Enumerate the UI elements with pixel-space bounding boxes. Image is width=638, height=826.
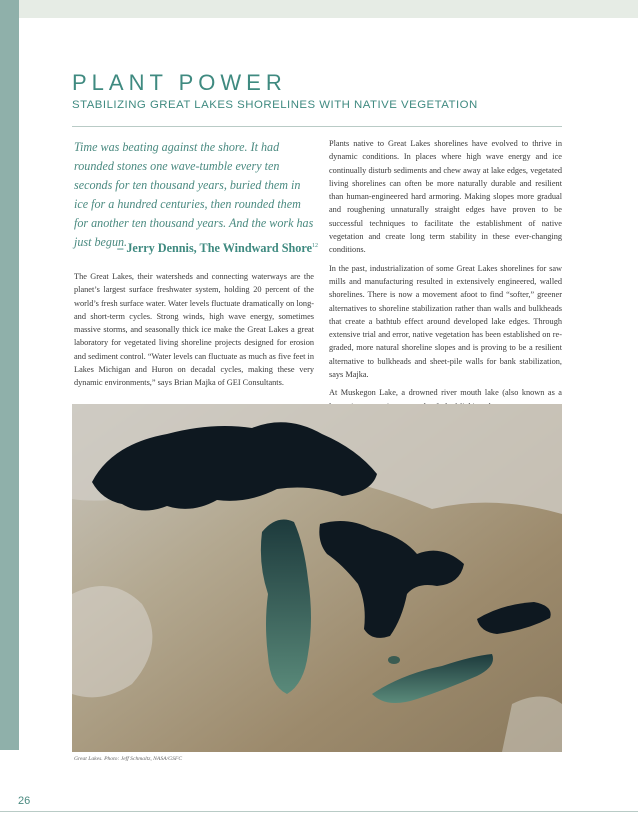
section-subtitle: STABILIZING GREAT LAKES SHORELINES WITH NATIVE VEGETATION: [72, 99, 478, 111]
right-column: [329, 137, 562, 418]
great-lakes-satellite-photo: [72, 404, 562, 752]
footnote-marker: 12: [312, 242, 318, 249]
left-color-rail: [0, 0, 19, 750]
right-paragraph-1: Plants native to Great Lakes shorelines have evolved to thrive in dynamic conditions. In places where high wave energy and ice continually disturb sediments and chew away at lake edges, vegetated living shorelines can often be more naturally durable and resilient than human-engineered hard armoring. Making slopes more gradual and roughening unnaturally straight edges have proven to be successful techniques to facilitate the establishment of native vegetation and create long term stability in these ever-changing conditions.: [329, 139, 562, 255]
left-paragraph-1: The Great Lakes, their watersheds and connecting waterways are the planet’s largest surface freshwater system, holding 20 percent of the world’s fresh surface water. Water levels fluctuate dramatically on long- and short-term cycles. Strong winds, high wave energy, sometimes massive storms, and seasonally thick ice make the Great Lakes a great laboratory for vegetated living shoreline projects designed for erosion and sediment control. “Water levels can fluctuate as much as five feet in Lakes Michigan and Huron on decadal cycles, making these very dynamic environments,” says Brian Majka of GEI Consultants.: [74, 272, 314, 388]
right-paragraph-2: In the past, industrialization of some Great Lakes shorelines for saw mills and manufacturing resulted in extensively engineered, walled shorelines. There is now a movement afoot to find “softer,” greener alternatives to shoreline stabilization rather than walls and bulkheads that create a bathtub effect around developed lake edges. Through extensive trial and error, native vegetation has been established on re-graded, more natural shoreline slopes and is proving to be a resilient alternative to bulkheads and sheet-pile walls for bank stabilization, says Majka.: [329, 263, 562, 380]
section-title: PLANT POWER: [72, 70, 287, 95]
page-number: 26: [18, 795, 31, 807]
quote-attribution: [90, 241, 318, 256]
photo-caption: Great Lakes. Photo: Jeff Schmaltz, NASA/GSFC: [74, 756, 183, 762]
quote-attribution-text: – Jerry Dennis, The Windward Shore: [117, 241, 312, 255]
top-band: [0, 0, 638, 18]
footer-rule: [0, 811, 638, 812]
pull-quote: Time was beating against the shore. It had rounded stones one wave-tumble every ten seconds for ten thousand years, buried them in ice for a hundred centuries, then rounded them for another ten thousand years. And the work has just begun.: [74, 140, 314, 250]
header-rule: [72, 126, 562, 127]
right-paragraph-3: At Muskegon Lake, a drowned river mouth lake (also known as a: [329, 388, 562, 398]
left-column: [74, 270, 314, 397]
